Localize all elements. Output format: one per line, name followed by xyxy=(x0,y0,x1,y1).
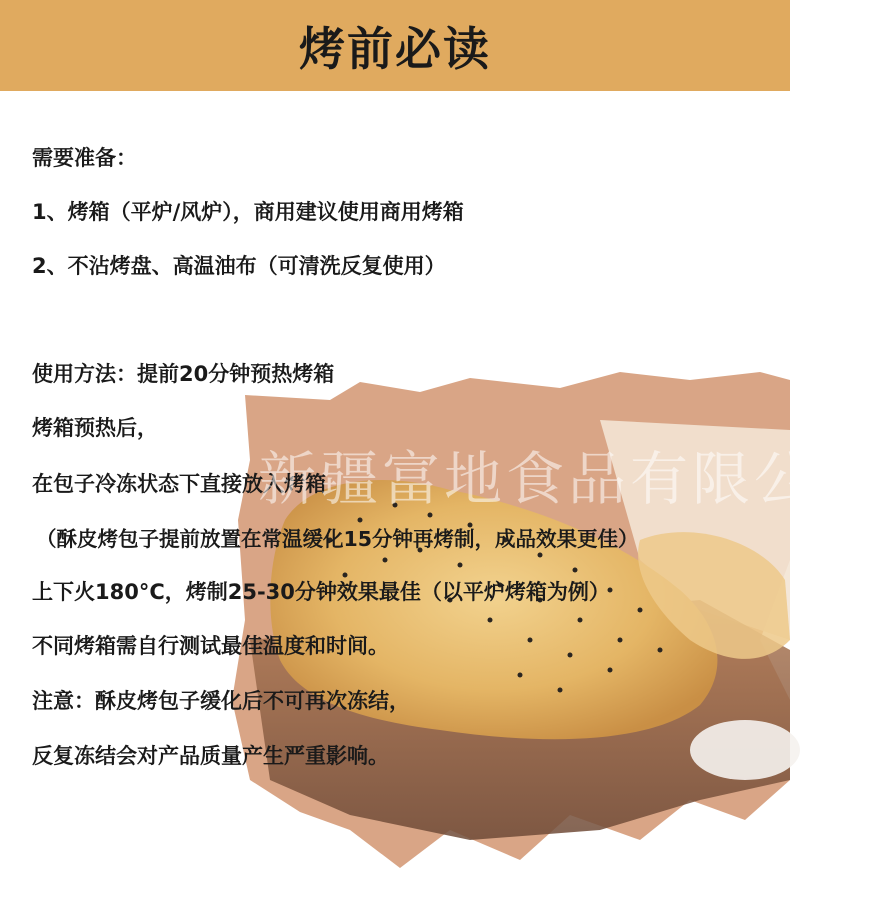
preparation-heading: 需要准备： xyxy=(32,146,137,170)
usage-line: 在包子冷冻状态下直接放入烤箱 xyxy=(32,472,326,496)
usage-line: 烤箱预热后， xyxy=(32,416,158,440)
page-title: 烤前必读 xyxy=(299,21,491,76)
usage-line: （酥皮烤包子提前放置在常温缓化15分钟再烤制，成品效果更佳） xyxy=(36,527,639,551)
usage-line: 不同烤箱需自行测试最佳温度和时间。 xyxy=(32,634,389,658)
company-watermark: 新疆富地食品有限公司 xyxy=(258,445,878,513)
preparation-item: 2、不沾烤盘、高温油布（可清洗反复使用） xyxy=(32,254,446,278)
usage-line: 注意：酥皮烤包子缓化后不可再次冻结， xyxy=(32,689,410,713)
preparation-item: 1、烤箱（平炉/风炉），商用建议使用商用烤箱 xyxy=(32,200,464,224)
usage-line: 反复冻结会对产品质量产生严重影响。 xyxy=(32,744,389,768)
usage-line: 上下火180°C，烤制25-30分钟效果最佳（以平炉烤箱为例） xyxy=(32,580,610,604)
usage-line: 使用方法：提前20分钟预热烤箱 xyxy=(32,362,335,386)
